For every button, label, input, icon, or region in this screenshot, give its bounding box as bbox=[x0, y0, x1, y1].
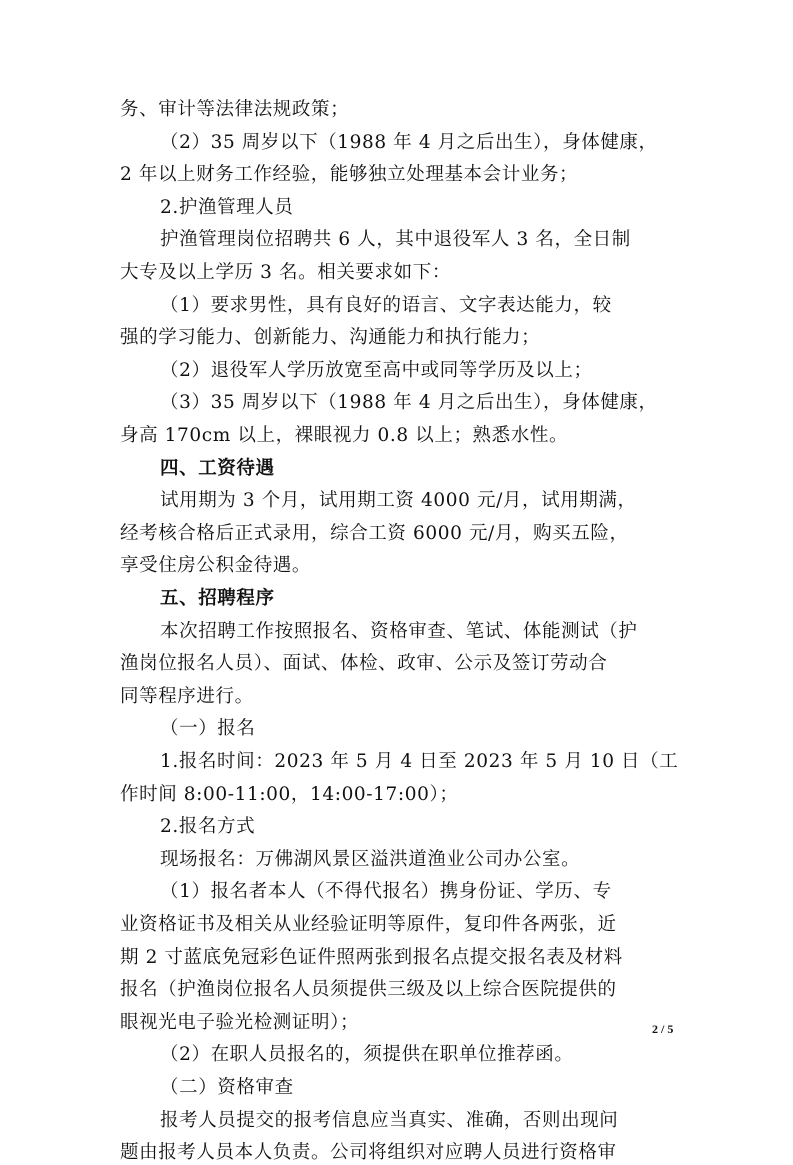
paragraph-line: （1）要求男性，具有良好的语言、文字表达能力，较 bbox=[160, 295, 612, 316]
paragraph-line: 2.护渔管理人员 bbox=[160, 197, 294, 218]
paragraph-line: 业资格证书及相关从业经验证明等原件，复印件各两张，近 bbox=[120, 914, 617, 935]
paragraph-line: 身高 170cm 以上，裸眼视力 0.8 以上；熟悉水性。 bbox=[120, 425, 569, 446]
paragraph-line: 报考人员提交的报考信息应当真实、准确，否则出现问 bbox=[160, 1110, 619, 1131]
section-heading: 四、工资待遇 bbox=[160, 458, 275, 479]
paragraph-line: 强的学习能力、创新能力、沟通能力和执行能力； bbox=[120, 327, 541, 348]
paragraph-line: 本次招聘工作按照报名、资格审查、笔试、体能测试（护 bbox=[160, 621, 638, 642]
paragraph-line: 同等程序进行。 bbox=[120, 686, 254, 707]
paragraph-line: 1.报名时间：2023 年 5 月 4 日至 2023 年 5 月 10 日（工 bbox=[160, 751, 679, 772]
paragraph-line: 护渔管理岗位招聘共 6 人，其中退役军人 3 名，全日制 bbox=[160, 229, 631, 250]
paragraph-line: 渔岗位报名人员）、面试、体检、政审、公示及签订劳动合 bbox=[120, 653, 608, 674]
paragraph-line: 现场报名：万佛湖风景区溢洪道渔业公司办公室。 bbox=[160, 849, 581, 870]
paragraph-line: 享受住房公积金待遇。 bbox=[120, 555, 312, 576]
paragraph-line: 报名（护渔岗位报名人员须提供三级及以上综合医院提供的 bbox=[120, 979, 617, 1000]
paragraph-line: 2.报名方式 bbox=[160, 816, 256, 837]
section-heading: 五、招聘程序 bbox=[160, 588, 275, 609]
paragraph-line: 作时间 8:00-11:00，14:00-17:00）； bbox=[120, 784, 459, 805]
page-number: 2 / 5 bbox=[652, 1022, 674, 1036]
paragraph-line: 期 2 寸蓝底免冠彩色证件照两张到报名点提交报名表及材料 bbox=[120, 947, 623, 968]
paragraph-line: 2 年以上财务工作经验，能够独立处理基本会计业务； bbox=[120, 164, 579, 185]
paragraph-line: （1）报名者本人（不得代报名）携身份证、学历、专 bbox=[160, 881, 612, 902]
paragraph-line: （一）报名 bbox=[160, 718, 256, 739]
paragraph-line: （2）35 周岁以下（1988 年 4 月之后出生），身体健康， bbox=[160, 132, 658, 153]
paragraph-line: （2）在职人员报名的，须提供在职单位推荐函。 bbox=[160, 1044, 574, 1065]
paragraph-line: 经考核合格后正式录用，综合工资 6000 元/月，购买五险， bbox=[120, 523, 629, 544]
paragraph-line: （二）资格审查 bbox=[160, 1077, 294, 1098]
paragraph-line: 题由报考人员本人负责。公司将组织对应聘人员进行资格审 bbox=[120, 1142, 617, 1163]
paragraph-line: 大专及以上学历 3 名。相关要求如下： bbox=[120, 262, 451, 283]
paragraph-line: 眼视光电子验光检测证明）； bbox=[120, 1012, 360, 1033]
paragraph-line: （2）退役军人学历放宽至高中或同等学历及以上； bbox=[160, 360, 593, 381]
paragraph-line: （3）35 周岁以下（1988 年 4 月之后出生），身体健康， bbox=[160, 392, 658, 413]
paragraph-line: 务、审计等法律法规政策； bbox=[120, 99, 350, 120]
paragraph-line: 试用期为 3 个月，试用期工资 4000 元/月，试用期满， bbox=[160, 490, 637, 511]
